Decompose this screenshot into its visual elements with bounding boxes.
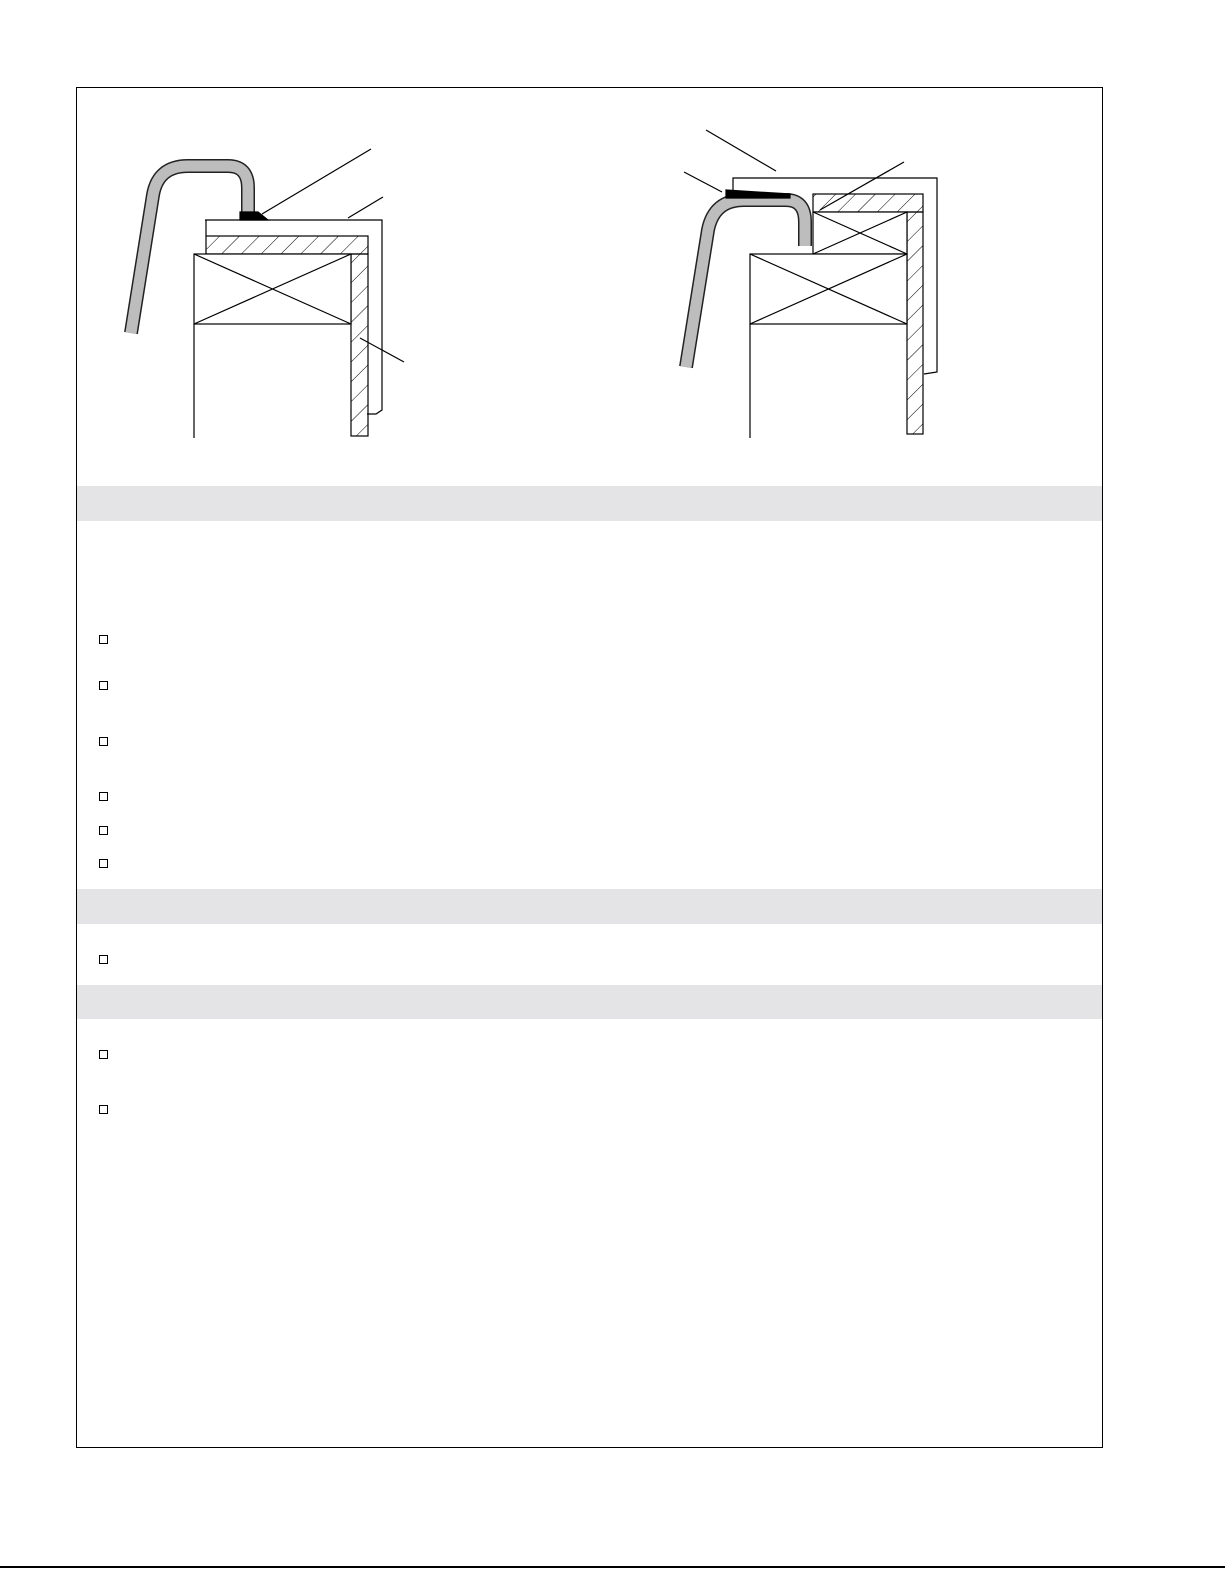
checkbox-icon[interactable] [99,826,108,835]
checklist-item[interactable] [99,856,1089,874]
section-heading-band-2 [77,889,1102,924]
checkbox-icon[interactable] [99,1105,108,1114]
checkbox-icon[interactable] [99,681,108,690]
checklist-item[interactable] [99,1047,1089,1065]
footer-rule [0,1566,1225,1568]
figure-left [131,149,404,438]
checklist-item[interactable] [99,734,1089,752]
checkbox-icon[interactable] [99,1050,108,1059]
checklist-item[interactable] [99,952,1089,970]
checklist-item[interactable] [99,632,1089,650]
checkbox-icon[interactable] [99,859,108,868]
section-heading-band-1 [77,486,1102,521]
checkbox-icon[interactable] [99,955,108,964]
checklist-item[interactable] [99,823,1089,841]
installation-figures [0,0,1225,470]
section-heading-band-3 [77,985,1102,1019]
checklist-item[interactable] [99,789,1089,807]
checkbox-icon[interactable] [99,792,108,801]
checklist-item[interactable] [99,1102,1089,1120]
checkbox-icon[interactable] [99,737,108,746]
checklist-item[interactable] [99,678,1089,696]
figure-right [684,130,937,438]
checkbox-icon[interactable] [99,635,108,644]
